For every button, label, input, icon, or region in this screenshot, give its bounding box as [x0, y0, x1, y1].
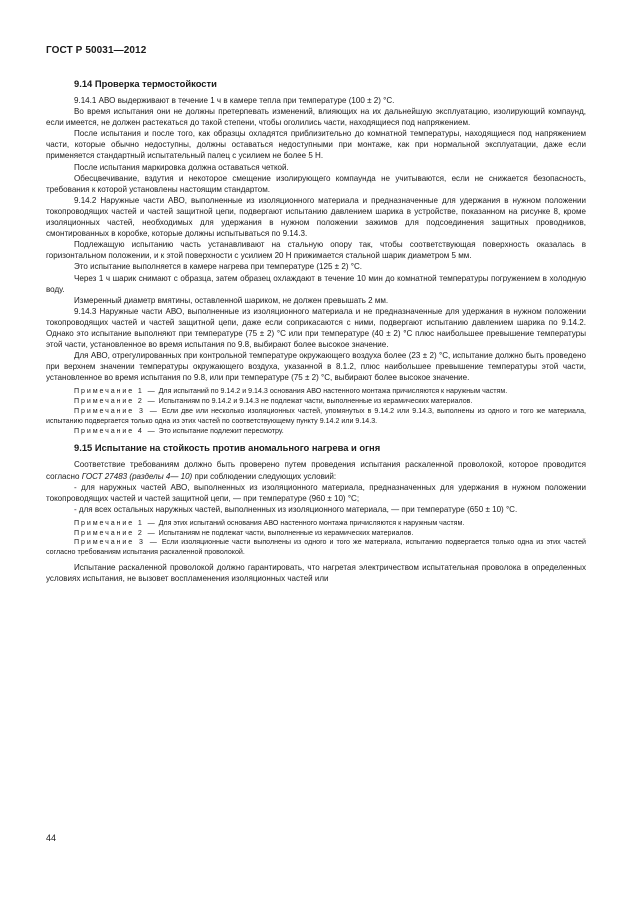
note: [46, 427, 586, 437]
paragraph: Через 1 ч шарик снимают с образца, затем образец охлаждают в течение 10 мин до комнатной температуры погружением в холодную воду.: [46, 273, 586, 294]
note-label: Примечание 1 —: [74, 518, 157, 527]
note-text: Испытаниям по 9.14.2 и 9.14.3 не подлежат части, выполненные из керамических материалов.: [158, 397, 473, 406]
note-label: Примечание 1 —: [74, 387, 157, 396]
section-title-9-15: 9.15 Испытание на стойкость против аномального нагрева и огня: [74, 442, 381, 454]
note-text: Испытаниям не подлежат части, выполненные из керамических материалов.: [158, 528, 414, 537]
paragraph: После испытания маркировка должна оставаться четкой.: [74, 162, 289, 172]
paragraph: Обесцвечивание, вздутия и некоторое смещение изолирующего компаунда не учитываются, если не снижается безопасность, требования к которой установлены настоящим стандартом.: [46, 173, 586, 194]
document-body: [46, 78, 586, 584]
note-text: Для этих испытаний основания АВО настенного монтажа причисляются к наружным частям.: [158, 518, 465, 527]
note: [46, 529, 586, 539]
list-item: - для всех остальных наружных частей, выполненных из изоляционного материала, — при температуре (650 ± 10) °С.: [74, 504, 518, 514]
paragraph-text: при соблюдении следующих условий:: [194, 471, 337, 481]
paragraph: После испытания и после того, как образцы охладятся приблизительно до комнатной температуры, находящиеся под напряжением части, которые обычно недоступны, должны оставаться недоступными при монтаже, как при нормальной эксплуатации, даже если применяется стандартный испытательный палец с усилием не более 5 Н.: [46, 129, 586, 161]
note-text: Если две или несколько изоляционных частей, упомянутых в 9.14.2 или 9.14.3, выполнены из одного и того же материала, испытанию подвергается только одна из этих частей по соответствующему пункту 9.14.2 или 9.14.3.: [46, 407, 586, 425]
paragraph: [46, 459, 586, 481]
paragraph-text: Соответствие требованиям должно быть проверено путем проведения испытания раскаленной проволокой, которое проводится согласно: [46, 460, 586, 481]
note-label: Примечание 3 —: [74, 538, 159, 547]
page-number: 44: [46, 833, 57, 843]
note-text: Для испытаний по 9.14.2 и 9.14.3 основания АВО настенного монтажа причисляются к наружным частям.: [158, 387, 508, 396]
note: [46, 397, 586, 407]
note: [46, 387, 586, 397]
note: [46, 407, 586, 427]
list-item: - для наружных частей АВО, выполненных из изоляционного материала, предназначенных для удержания в нужном положении токопроводящих частей и частей защитной цепи, — при температуре (960 ± 10) °С;: [46, 482, 586, 503]
paragraph: Испытание раскаленной проволокой должно гарантировать, что нагретая электричеством испытательная проволока в определенных условиях испытания, не вызовет воспламенения изоляционных частей или: [46, 563, 586, 584]
note: [46, 538, 586, 558]
section-title-9-14: 9.14 Проверка термостойкости: [74, 78, 217, 89]
running-header: ГОСТ Р 50031—2012: [46, 45, 147, 56]
paragraph: 9.14.3 Наружные части АВО, выполненные из изоляционного материала и не предназначенные для удержания в нужном положении токопроводящих частей и частей защитной цепи, даже если соприкасаются с ними, подвергают испытанию давлением шарика по 9.14.2. Однако это испытание выполняют при температуре (75 ± 2) °С или при температуре (40 ± 2) °С плюс наибольшее превышение температуры этой части, установленное во время испытания по 9.8, выбирают более высокое значение.: [46, 306, 586, 350]
note-text: Это испытание подлежит пересмотру.: [158, 426, 284, 435]
paragraph: Измеренный диаметр вмятины, оставленной шариком, не должен превышать 2 мм.: [74, 295, 389, 305]
paragraph: Подлежащую испытанию часть устанавливают на стальную опору так, чтобы соответствующая поверхность оказалась в горизонтальном положении, и к этой поверхности с усилием 20 Н прижимается стальной шарик диаметром 5 мм.: [46, 240, 586, 261]
paragraph: Для АВО, отрегулированных при контрольной температуре окружающего воздуха более (23 ± 2) °С, испытание должно быть проведено при верхнем значении температуры окружающего воздуха, указанной в 8.1.2, плюс наибольшее превышение температуры этой части, установленное во время испытания по 9.8, или при температуре (75 ± 2) °С, выбирают более высокое значение.: [46, 351, 586, 383]
paragraph: 9.14.1 АВО выдерживают в течение 1 ч в камере тепла при температуре (100 ± 2) °С.: [74, 96, 395, 105]
paragraph: Это испытание выполняется в камере нагрева при температуре (125 ± 2) °С.: [74, 262, 362, 272]
paragraph: 9.14.2 Наружные части АВО, выполненные из изоляционного материала и предназначенные для удержания в нужном положении токопроводящих частей и частей защитной цепи, подвергают испытанию давлением шарика в устройстве, показанном на рисунке 8, кроме изоляционных частей, необходимых для удержания в нужном положении зажимов для подсоединения защитных проводников, смонтированных в коробке, которые должны испытываться по 9.14.3.: [46, 195, 586, 239]
paragraph: Во время испытания они не должны претерпевать изменений, влияющих на их дальнейшую эксплуатацию, изолирующий компаунд, если имеется, не должен растекаться до такой степени, чтобы оголились части, находящиеся под напряжением.: [46, 107, 586, 128]
standard-reference: ГОСТ 27483 (разделы 4— 10): [81, 471, 193, 481]
note-label: Примечание 2 —: [74, 397, 157, 406]
note: [46, 519, 586, 529]
note-label: Примечание 4 —: [74, 426, 157, 435]
note-label: Примечание 3 —: [74, 407, 159, 416]
note-text: Если изоляционные части выполнены из одного и того же материала, испытанию подвергается только одна из этих частей согласно требованиям испытания раскаленной проволокой.: [46, 538, 586, 557]
note-label: Примечание 2 —: [74, 528, 157, 537]
